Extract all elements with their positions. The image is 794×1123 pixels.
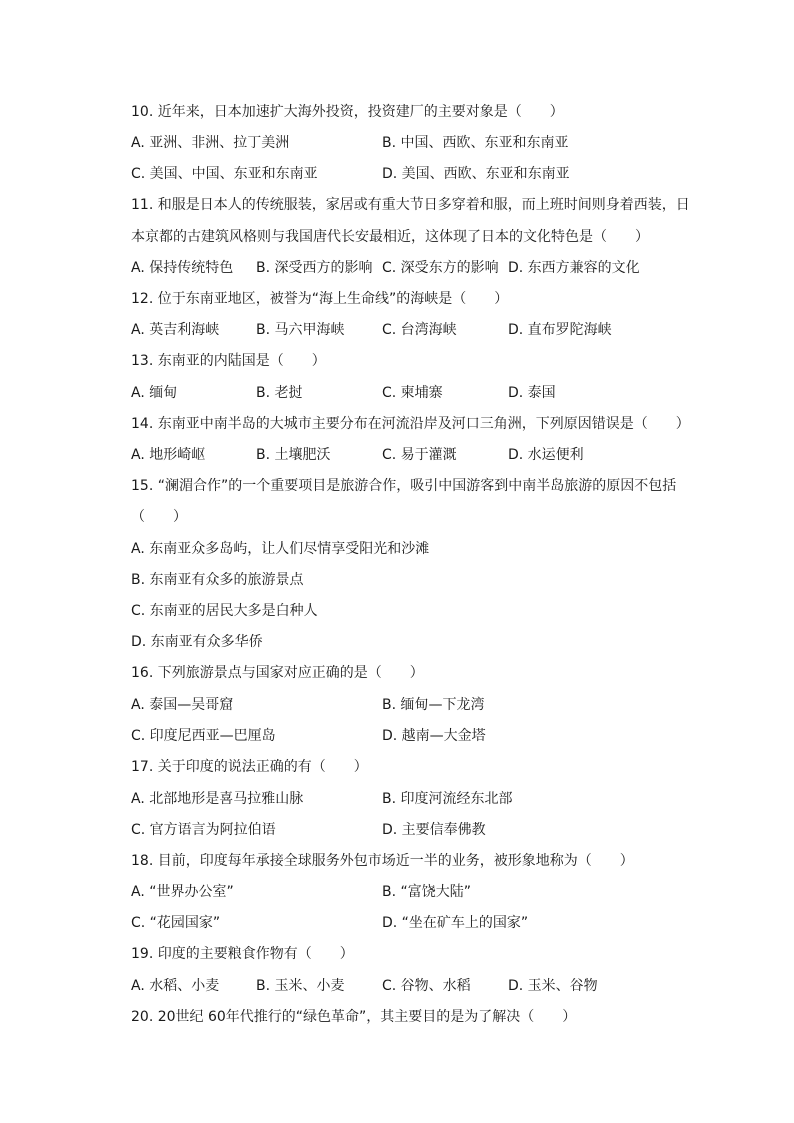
question-15-option-a: A. 东南亚众多岛屿，让人们尽情享受阳光和沙滩 xyxy=(131,541,430,557)
question-16-option-c: C. 印度尼西亚—巴厘岛 xyxy=(131,728,276,744)
question-20-stem: 20. 20世纪 60年代推行的“绿色革命”，其主要目的是为了解决（ ） xyxy=(131,1009,577,1025)
question-19-option-c: C. 谷物、水稻 xyxy=(382,978,471,994)
question-18-option-a: A. “世界办公室” xyxy=(131,884,234,900)
question-19-option-a: A. 水稻、小麦 xyxy=(131,978,220,994)
question-17-option-d: D. 主要信奉佛教 xyxy=(382,822,486,838)
question-16-option-b: B. 缅甸—下龙湾 xyxy=(382,697,485,713)
question-18-option-b: B. “富饶大陆” xyxy=(382,884,472,900)
question-17-option-b: B. 印度河流经东北部 xyxy=(382,791,513,807)
question-11-option-b: B. 深受西方的影响 xyxy=(256,260,373,276)
question-18-stem: 18. 目前，印度每年承接全球服务外包市场近一半的业务，被形象地称为（ ） xyxy=(131,853,634,869)
question-11-option-c: C. 深受东方的影响 xyxy=(382,260,499,276)
question-18-option-d: D. “坐在矿车上的国家” xyxy=(382,915,529,931)
question-16-option-d: D. 越南—大金塔 xyxy=(382,728,486,744)
question-13-stem: 13. 东南亚的内陆国是（ ） xyxy=(131,353,326,369)
question-10-option-a: A. 亚洲、非洲、拉丁美洲 xyxy=(131,135,290,151)
question-15-option-c: C. 东南亚的居民大多是白种人 xyxy=(131,603,318,619)
question-10-stem: 10. 近年来，日本加速扩大海外投资，投资建厂的主要对象是（ ） xyxy=(131,104,564,120)
question-16-option-a: A. 泰国—吴哥窟 xyxy=(131,697,234,713)
question-19-option-d: D. 玉米、谷物 xyxy=(508,978,598,994)
question-14-option-d: D. 水运便利 xyxy=(508,447,584,463)
question-11-stem-line-2: 本京都的古建筑风格则与我国唐代长安最相近，这体现了日本的文化特色是（ ） xyxy=(131,229,649,245)
question-19-stem: 19. 印度的主要粮食作物有（ ） xyxy=(131,946,354,962)
question-13-option-b: B. 老挝 xyxy=(256,385,303,401)
question-14-option-c: C. 易于灌溉 xyxy=(382,447,457,463)
question-12-option-b: B. 马六甲海峡 xyxy=(256,322,345,338)
question-10-option-c: C. 美国、中国、东亚和东南亚 xyxy=(131,166,318,182)
question-12-stem: 12. 位于东南亚地区，被誉为“海上生命线”的海峡是（ ） xyxy=(131,291,509,307)
question-17-option-c: C. 官方语言为阿拉伯语 xyxy=(131,822,276,838)
question-11-option-d: D. 东西方兼容的文化 xyxy=(508,260,640,276)
question-14-option-a: A. 地形崎岖 xyxy=(131,447,206,463)
question-15-option-b: B. 东南亚有众多的旅游景点 xyxy=(131,572,304,588)
question-17-stem: 17. 关于印度的说法正确的有（ ） xyxy=(131,759,368,775)
question-10-option-b: B. 中国、西欧、东亚和东南亚 xyxy=(382,135,569,151)
question-12-option-a: A. 英吉利海峡 xyxy=(131,322,220,338)
question-18-option-c: C. “花园国家” xyxy=(131,915,221,931)
question-16-stem: 16. 下列旅游景点与国家对应正确的是（ ） xyxy=(131,665,424,681)
question-11-stem-line-1: 11. 和服是日本人的传统服装，家居或有重大节日多穿着和服，而上班时间则身着西装，日 xyxy=(131,197,690,213)
question-15-option-d: D. 东南亚有众多华侨 xyxy=(131,634,263,650)
question-11-option-a: A. 保持传统特色 xyxy=(131,260,234,276)
question-14-option-b: B. 土壤肥沃 xyxy=(256,447,331,463)
question-10-option-d: D. 美国、西欧、东亚和东南亚 xyxy=(382,166,570,182)
question-15-stem-line-2: （ ） xyxy=(131,509,187,525)
question-13-option-a: A. 缅甸 xyxy=(131,385,178,401)
question-14-stem: 14. 东南亚中南半岛的大城市主要分布在河流沿岸及河口三角洲，下列原因错误是（ ） xyxy=(131,416,690,432)
question-13-option-d: D. 泰国 xyxy=(508,385,556,401)
question-12-option-c: C. 台湾海峡 xyxy=(382,322,457,338)
question-19-option-b: B. 玉米、小麦 xyxy=(256,978,345,994)
question-13-option-c: C. 柬埔寨 xyxy=(382,385,443,401)
question-17-option-a: A. 北部地形是喜马拉雅山脉 xyxy=(131,791,304,807)
question-12-option-d: D. 直布罗陀海峡 xyxy=(508,322,612,338)
question-15-stem-line-1: 15. “澜湄合作”的一个重要项目是旅游合作，吸引中国游客到中南半岛旅游的原因不包括 xyxy=(131,478,677,494)
